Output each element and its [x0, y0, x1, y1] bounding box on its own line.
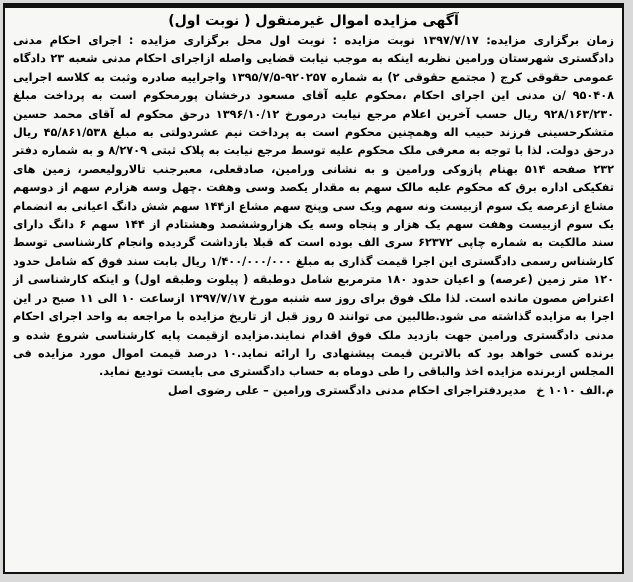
notice-body: زمان برگزاری مزایده: ۱۳۹۷/۷/۱۷ نوبت مزایده : نوبت اول محل برگزاری مزایده : اجرای احکام مدنی دادگستری شهرستان ورامین نظربه اینکه به موجب نیابت قضایی واصله ازاجرای احکام مدنی شعبه ۲۳ دادگاه عمومی حقوقی کرج ( مجتمع حقوقی ۲) به شماره ۹۲۰۲۵۷-۱۳۹۵/۷/۵ واجراییه صادره وثبت به کلاسه اجرایی ۹۵۰۴۰۸ /ن مدنی این اجرای احکام ،محکوم علیه آقای مسعود درخشان پورمحکوم است به پرداخت مبلغ ۹۲۸/۱۶۳/۲۳۰ ریال حسب آخرین اعلام مرجع نیابت درمورخ ۱۳۹۶/۱۰/۱۲ درحق محکوم له آقای محمد حسین متشکرحسینی فرزند حبیب اله وهمچنین محکوم است به پرداخت نیم عشردولتی به مبلغ ۴۵/۸۶۱/۵۳۸ ریال درحق دولت. لذا با توجه به معرفی ملک محکوم علیه توسط مرجع نیابت به پلاک ثبتی ۸/۲۷۰۹ و به شماره دفتر ۲۳۲ صفحه ۵۱۴ بهنام پازوکی ورامین و به نشانی ورامین، صادقعلی، معبرجنب تالارولیعصر، زمین های تفکیکی اداره برق که محکوم علیه مالک سهم به مقدار یکصد وسی وهفت .چهل وسه هزارم سهم از دوسهم مشاع ازعرصه یک سوم ازبیست ونه سهم ویک سی وپنج سهم مشاع از۱۴۴ سهم شش دانگ اعیانی به انضمام یک سوم ازبیست وهفت سهم یک هزار و پنجاه وسه یک هزاروششصد وهشتادم از ۱۴۴ سهم ۶ دانگ دارای سند مالکیت به شماره چاپی ۶۲۳۷۲ سری الف بوده است که قبلا بازداشت گردیده وانجام کارشناسی توسط کارشناس رسمی دادگستری این اجرا قیمت گذاری به مبلغ ۱/۴۰۰/۰۰۰/۰۰۰ ریال بابت سند فوق که شامل حدود ۱۲۰ متر زمین (عرصه) و اعیان حدود ۱۸۰ مترمربع شامل دوطبقه ( پیلوت وطبقه اول) و اینکه کارشناسی از اعتراض مصون مانده است. لذا ملک فوق برای روز سه شنبه مورخ ۱۳۹۷/۷/۱۷ ازساعت ۱۰ الی ۱۱ صبح در این اجرا به مزایده گذاشته می شود.طالبین می توانند ۵ روز قبل از تاریخ مزایده با مراجعه به واحد اجرای احکام مدنی دادگستری ورامین جهت بازدید ملک فوق اقدام نمایند.مزایده ازقیمت پایه کارشناسی شروع شده و برنده کسی خواهد بود که بالاترین قیمت پیشنهادی را ارائه نماید.۱۰ درصد قیمت اموال مورد مزایده فی المجلس ازبرنده مزایده اخذ والباقی را طی دوماه به حساب دادگستری می بایست تودیع نماید. [13, 34, 615, 379]
top-border-rule [5, 5, 622, 8]
legal-notice [3, 3, 624, 574]
notice-footer [5, 382, 622, 400]
notice-title: آگهی مزایده اموال غیرمنقول ( نوبت اول) [168, 13, 459, 29]
notice-reference-code: م.الف ۱۰۱۰ خ [536, 383, 614, 397]
notice-signature: مدیردفتراجرای احکام مدنی دادگستری ورامین – علی رضوی اصل [167, 383, 527, 397]
